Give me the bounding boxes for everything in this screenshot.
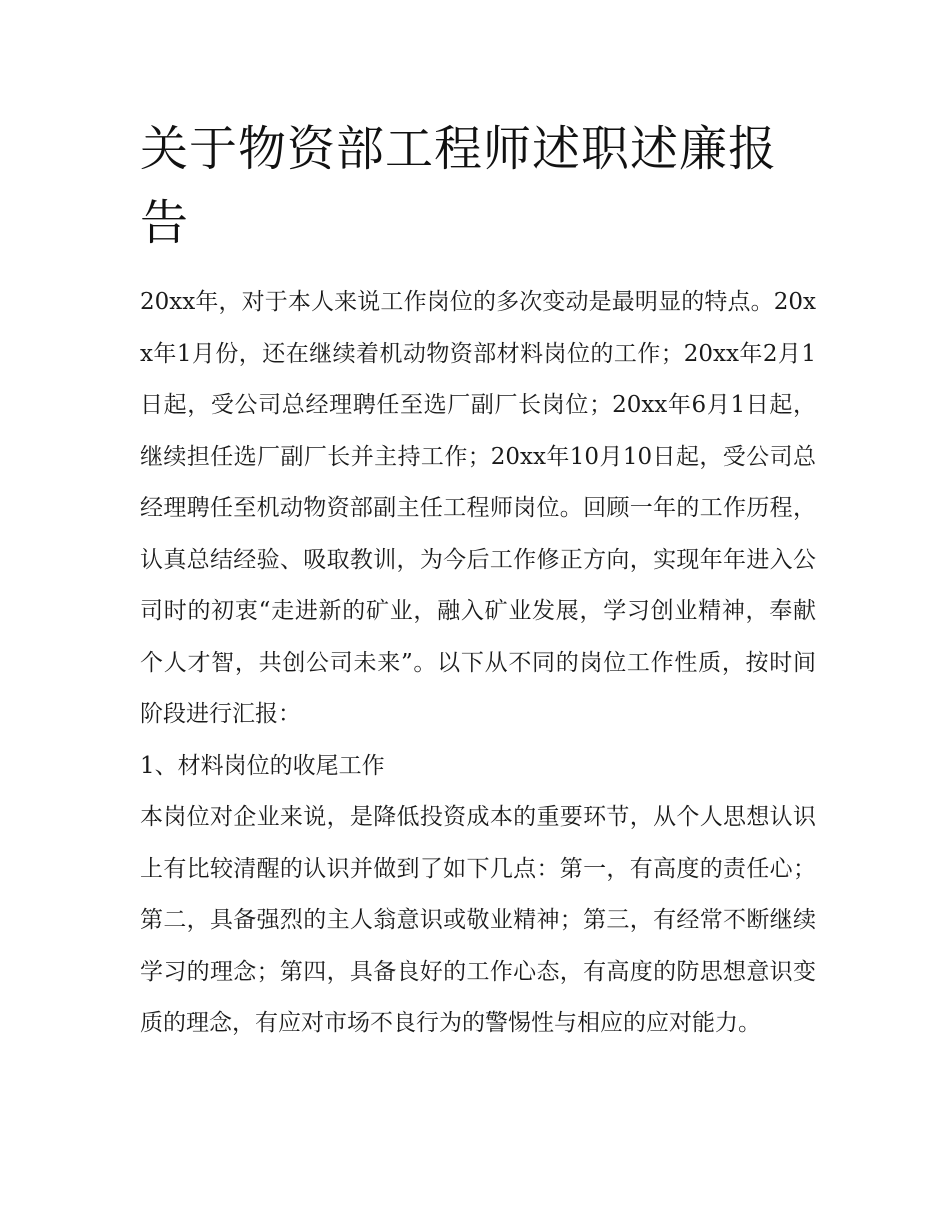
paragraph-material-post: 本岗位对企业来说，是降低投资成本的重要环节，从个人思想认识上有比较清醒的认识并做到了如下几点：第一，有高度的责任心；第二，具备强烈的主人翁意识或敬业精神；第三，有经常不断继续学习的理念；第四，具备良好的工作心态，有高度的防思想意识变质的理念，有应对市场不良行为的警惕性与相应的应对能力。 xyxy=(140,804,816,1036)
paragraph-intro: 20xx年，对于本人来说工作岗位的多次变动是最明显的特点。20xx年1月份，还在继续着机动物资部材料岗位的工作；20xx年2月1日起，受公司总经理聘任至选厂副厂长岗位；20xx年6月1日起，继续担任选厂副厂长并主持工作；20xx年10月10日起，受公司总经理聘任至机动物资部副主任工程师岗位。回顾一年的工作历程，认真总结经验、吸取教训，为今后工作修正方向，实现年年进入公司时的初衷“走进新的矿业，融入矿业发展，学习创业精神，奉献个人才智，共创公司未来”。以下从不同的岗位工作性质，按时间阶段进行汇报： xyxy=(140,289,816,727)
document-body xyxy=(140,277,816,1050)
page-title: 关于物资部工程师述职述廉报告 xyxy=(140,121,778,251)
section-heading-material-post: 1、材料岗位的收尾工作 xyxy=(140,752,385,779)
